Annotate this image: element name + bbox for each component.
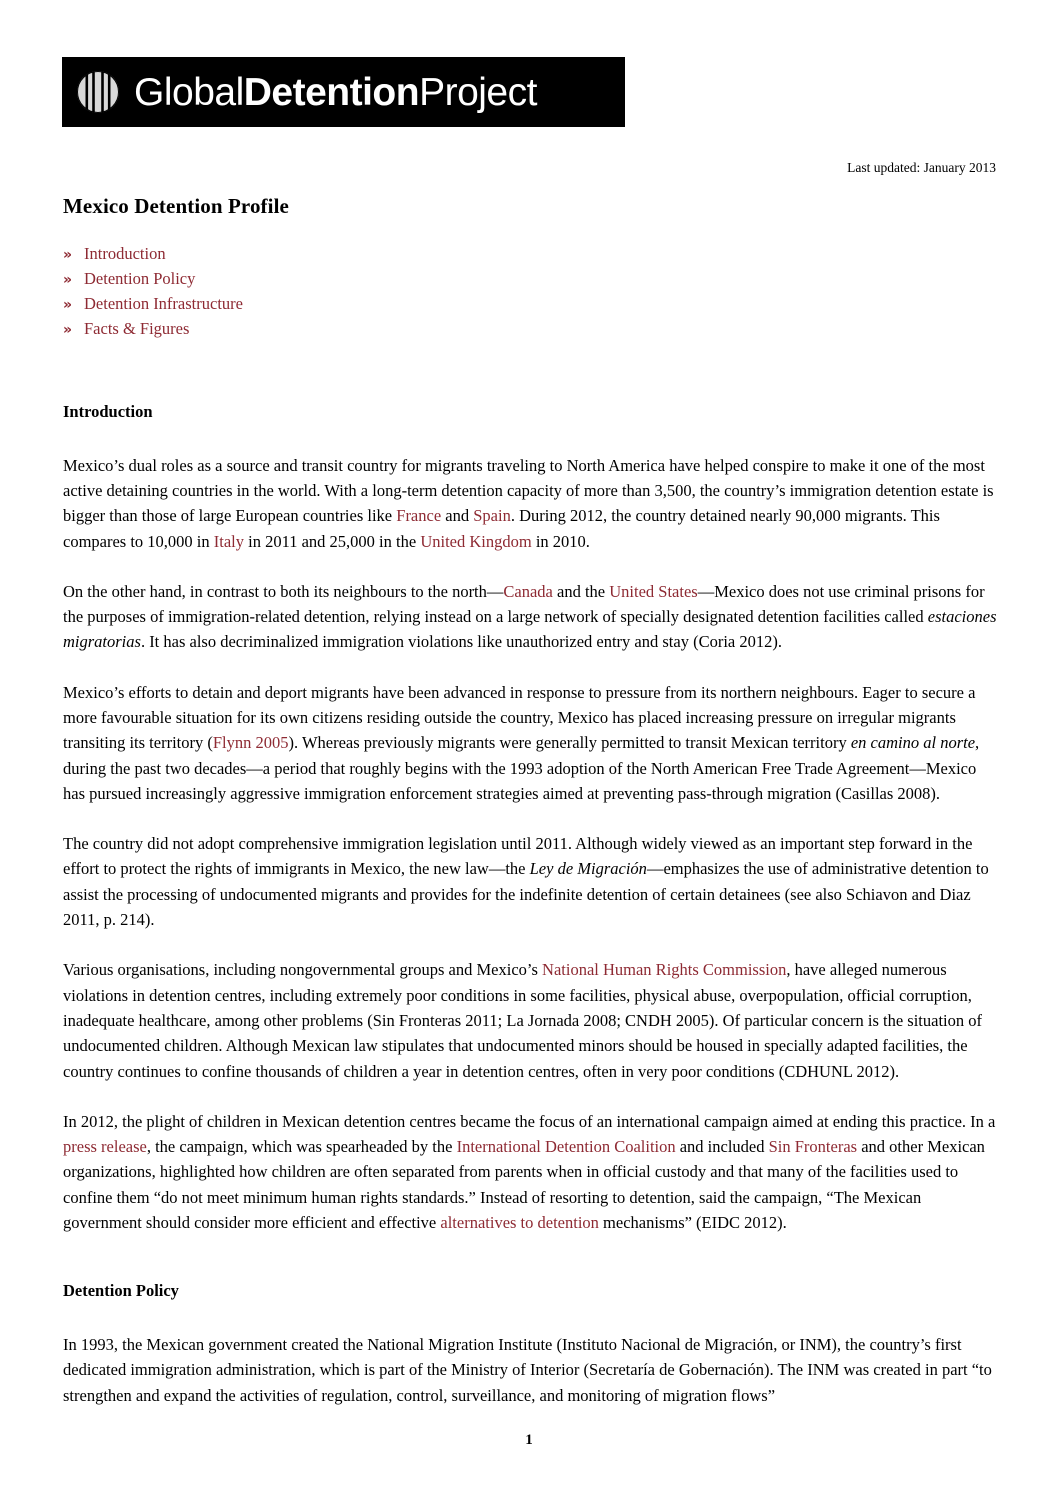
inline-link[interactable]: United Kingdom	[420, 531, 532, 551]
chevron-double-right-icon: »	[63, 297, 73, 313]
section-introduction	[63, 402, 998, 1235]
globe-icon	[76, 70, 120, 114]
toc-item-label: Detention Policy	[84, 269, 196, 288]
paragraph: Various organisations, including nongovernmental groups and Mexico’s National Human Rights Commission, have alleged numerous violations in detention centres, including extremely poor conditions in some facilities, physical abuse, overpopulation, official corruption, inadequate healthcare, among other problems (Sin Fronteras 2011; La Jornada 2008; CNDH 2005). Of particular concern is the situation of undocumented children. Although Mexican law stipulates that undocumented minors should be housed in specially adapted facilities, the country continues to confine thousands of children a year in detention centres, often in very poor conditions (CDHUNL 2012).	[63, 960, 983, 1081]
inline-link[interactable]: press release	[63, 1137, 147, 1157]
toc-item-label: Facts & Figures	[84, 319, 190, 338]
toc-item-introduction[interactable]	[63, 242, 483, 267]
emphasis-text: estaciones migratorias	[63, 607, 997, 652]
global-detention-project-logo[interactable]	[62, 57, 625, 127]
inline-link[interactable]: France	[396, 506, 442, 526]
toc-item-detention-infrastructure[interactable]	[63, 292, 483, 317]
chevron-double-right-icon: »	[63, 322, 73, 338]
page-number: 1	[525, 1432, 533, 1448]
inline-link[interactable]: Italy	[213, 531, 245, 551]
inline-link[interactable]: Canada	[503, 581, 553, 601]
inline-link[interactable]: alternatives to detention	[440, 1213, 599, 1233]
paragraph: In 1993, the Mexican government created the National Migration Institute (Instituto Nacional de Migración, or INM), the country’s first dedicated immigration administration, which is part of the Ministry of Interior (Secretaría de Gobernación). The INM was created in part “to strengthen and expand the activities of regulation, control, surveillance, and monitoring of migration flows”	[63, 1334, 992, 1405]
document-body	[63, 402, 998, 1408]
chevron-double-right-icon: »	[63, 272, 73, 288]
logo-word-project: Project	[419, 70, 537, 114]
section-heading: Detention Policy	[63, 1281, 179, 1301]
logo-word-detention: Detention	[243, 70, 420, 114]
toc-item-label: Introduction	[84, 244, 166, 263]
paragraph: Mexico’s efforts to detain and deport migrants have been advanced in response to pressure from its northern neighbours. Eager to secure a more favourable situation for its own citizens residing outside the country, Mexico has placed increasing pressure on irregular migrants transiting its territory (Flynn 2005). Whereas previously migrants were generally permitted to transit Mexican territory en camino al norte, during the past two decades—a period that roughly begins with the 1993 adoption of the North American Free Trade Agreement—Mexico has pursued increasingly aggressive immigration enforcement strategies aimed at preventing pass-through migration (Casillas 2008).	[63, 682, 980, 803]
toc-item-label: Detention Infrastructure	[84, 294, 243, 313]
chevron-double-right-icon: »	[63, 247, 73, 263]
inline-link[interactable]: Flynn 2005	[212, 733, 289, 753]
toc-item-detention-policy[interactable]	[63, 267, 483, 292]
section-detention-policy	[63, 1281, 998, 1408]
inline-link[interactable]: International Detention Coalition	[456, 1137, 676, 1157]
paragraph: The country did not adopt comprehensive immigration legislation until 2011. Although widely viewed as an important step forward in the effort to protect the rights of immigrants in Mexico, the new law—the Ley de Migración—emphasizes the use of administrative detention to assist the processing of undocumented migrants and provides for the indefinite detention of certain detainees (see also Schiavon and Diaz 2011, p. 214).	[63, 834, 989, 930]
table-of-contents	[63, 242, 483, 342]
logo-word-global: Global	[134, 70, 244, 114]
last-updated-text: Last updated: January 2013	[847, 160, 996, 175]
page-title: Mexico Detention Profile	[63, 194, 289, 219]
section-heading: Introduction	[63, 402, 153, 421]
inline-link[interactable]: Sin Fronteras	[768, 1137, 858, 1157]
paragraph: Mexico’s dual roles as a source and transit country for migrants traveling to North America have helped conspire to make it one of the most active detaining countries in the world. With a long-term detention capacity of more than 3,500, the country’s immigration detention estate is bigger than those of large European countries like France and Spain. During 2012, the country detained nearly 90,000 migrants. This compares to 10,000 in Italy in 2011 and 25,000 in the United Kingdom in 2010.	[63, 455, 994, 551]
inline-link[interactable]: National Human Rights Commission	[542, 960, 787, 980]
paragraph: On the other hand, in contrast to both its neighbours to the north—Canada and the United States—Mexico does not use criminal prisons for the purposes of immigration-related detention, relying instead on a large network of specially designated detention facilities called estaciones migratorias. It has also decriminalized immigration violations like unauthorized entry and stay (Coria 2012).	[63, 581, 997, 652]
toc-item-facts-and-figures[interactable]	[63, 317, 483, 342]
inline-link[interactable]: United States	[609, 581, 698, 601]
emphasis-text: Ley de Migración	[529, 859, 647, 879]
emphasis-text: en camino al norte	[850, 733, 976, 753]
logo-wordmark	[134, 70, 537, 114]
inline-link[interactable]: Spain	[473, 506, 511, 526]
paragraph: In 2012, the plight of children in Mexican detention centres became the focus of an international campaign aimed at ending this practice. In a press release, the campaign, which was spearheaded by the International Detention Coalition and included Sin Fronteras and other Mexican organizations, highlighted how children are often separated from parents when in official custody and that many of the facilities used to confine them “do not meet minimum human rights standards.” Instead of resorting to detention, said the campaign, “The Mexican government should consider more efficient and effective alternatives to detention mechanisms” (EIDC 2012).	[63, 1111, 996, 1233]
